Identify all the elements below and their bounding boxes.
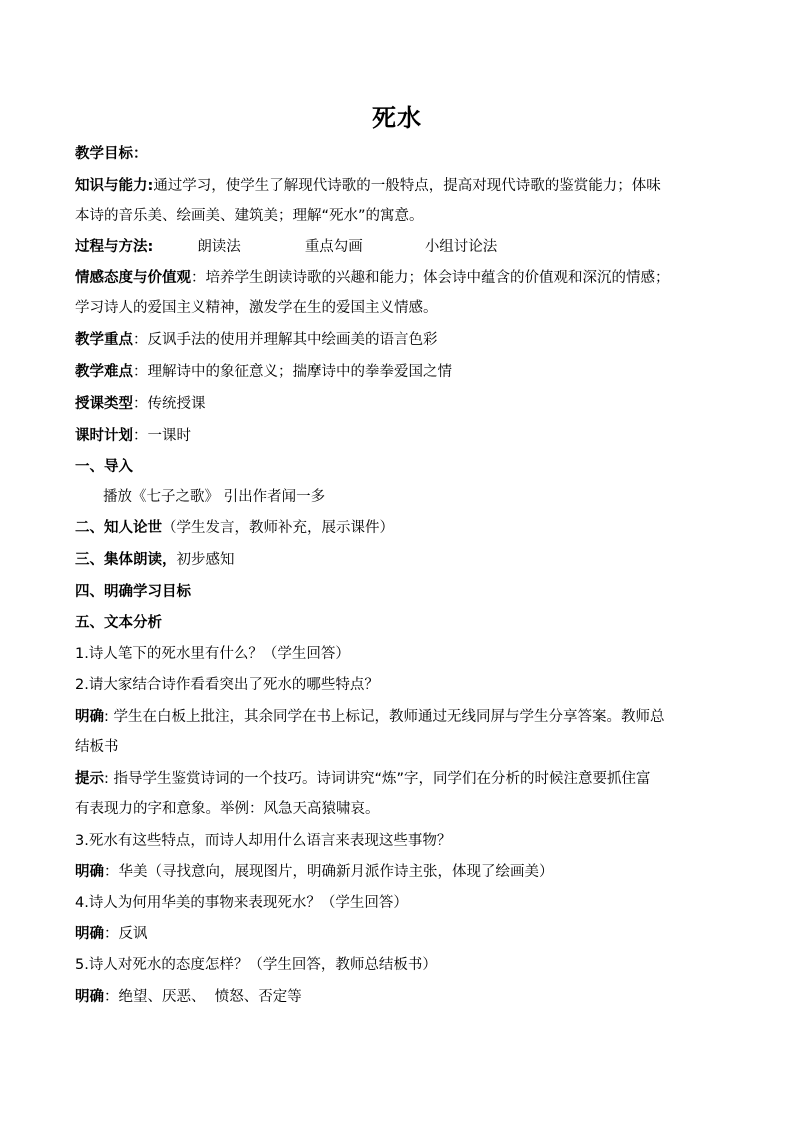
method-3: 小组讨论法 [424, 239, 498, 255]
answer-2-line-2: 结板书 [75, 739, 119, 755]
difficulty-text: ：理解诗中的象征意义；揣摩诗中的拳拳爱国之情 [133, 364, 452, 380]
answer-4-text: ：反讽 [104, 926, 148, 942]
section-2-line [75, 518, 394, 538]
section-2-note: （学生发言，教师补充，展示课件） [162, 520, 394, 536]
schedule-label: 课时计划 [75, 428, 133, 444]
answer-5-text: ：绝望、厌恶、 愤怒、否定等 [104, 989, 302, 1005]
process-line [75, 237, 497, 257]
answer-3-label: 明确 [75, 864, 104, 880]
question-3: 3.死水有这些特点，而诗人却用什么语言来表现这些事物？ [75, 833, 452, 849]
answer-2-label: 明确 [75, 709, 104, 725]
answer-2-text-1: : 学生在白板上批注，其余同学在书上标记，教师通过无线同屏与学生分享答案。教师总 [104, 709, 665, 725]
section-1-content: 播放《七子之歌》 引出作者闻一多 [103, 489, 326, 505]
answer-2-line-1 [75, 707, 665, 727]
knowledge-label: 知识与能力: [75, 178, 154, 194]
question-5: 5.诗人对死水的态度怎样？（学生回答，教师总结板书） [75, 957, 437, 973]
difficulty-line [75, 362, 452, 382]
lesson-type-label: 授课类型 [75, 396, 133, 412]
tip-line-2: 有表现力的字和意象。举例：风急天高猿啸哀。 [75, 801, 380, 817]
section-1-heading: 一、导入 [75, 459, 133, 475]
section-4-heading: 四、明确学习目标 [75, 584, 191, 600]
section-2-heading: 二、知人论世 [75, 520, 162, 536]
key-point-label: 教学重点 [75, 332, 133, 348]
emotion-line-1 [75, 268, 670, 288]
knowledge-line-2: 本诗的音乐美、绘画美、建筑美；理解“死水”的寓意。 [75, 208, 424, 224]
goals-heading: 教学目标： [75, 146, 148, 162]
answer-3-line [75, 862, 554, 882]
emotion-line-2: 学习诗人的爱国主义精神，激发学在生的爱国主义情感。 [75, 300, 438, 316]
emotion-label: 情感态度与价值观 [75, 270, 191, 286]
section-3-note: 初步感知 [176, 552, 235, 568]
tip-line-1 [75, 769, 651, 789]
section-3-heading: 三、集体朗读， [75, 552, 177, 568]
question-2: 2.请大家结合诗作看看突出了死水的哪些特点？ [75, 677, 379, 693]
tip-label: 提示 [75, 771, 104, 787]
schedule-text: ：一课时 [133, 428, 191, 444]
difficulty-label: 教学难点 [75, 364, 133, 380]
process-label: 过程与方法: [75, 239, 154, 255]
method-1: 朗读法 [197, 239, 241, 255]
key-point-line [75, 330, 438, 350]
tip-text-1: : 指导学生鉴赏诗词的一个技巧。诗词讲究“炼”字，同学们在分析的时候注意要抓住富 [104, 771, 651, 787]
section-5-heading: 五、文本分析 [75, 615, 162, 631]
schedule-line [75, 426, 191, 446]
knowledge-text-1: 通过学习，使学生了解现代诗歌的一般特点，提高对现代诗歌的鉴赏能力；体味 [153, 178, 661, 194]
answer-5-line [75, 987, 302, 1007]
section-3-line [75, 550, 235, 570]
answer-3-text: ：华美（寻找意向，展现图片，明确新月派作诗主张，体现了绘画美） [104, 864, 554, 880]
knowledge-line-1 [75, 176, 661, 196]
page-title: 死水 [372, 104, 422, 132]
answer-5-label: 明确 [75, 989, 104, 1005]
answer-4-line [75, 924, 148, 944]
emotion-text-1: ：培养学生朗读诗歌的兴趣和能力；体会诗中蕴含的价值观和深沉的情感； [191, 270, 670, 286]
answer-4-label: 明确 [75, 926, 104, 942]
lesson-type-line [75, 394, 206, 414]
key-point-text: ：反讽手法的使用并理解其中绘画美的语言色彩 [133, 332, 438, 348]
question-1: 1.诗人笔下的死水里有什么？（学生回答） [75, 646, 350, 662]
lesson-type-text: ：传统授课 [133, 396, 206, 412]
question-4: 4.诗人为何用华美的事物来表现死水？（学生回答） [75, 895, 408, 911]
method-2: 重点勾画 [304, 239, 363, 255]
